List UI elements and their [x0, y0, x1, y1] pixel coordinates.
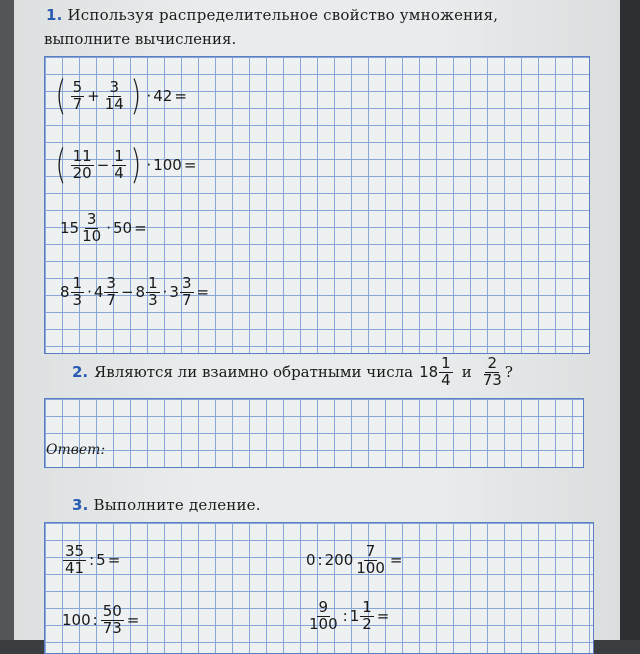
fraction-7-100: $\frac{7}{100}$	[356, 542, 385, 577]
task3-number: 3.	[72, 496, 89, 514]
task3-expression-c: 100 : $\frac{50}{73}$ =	[62, 602, 140, 637]
fraction-35-41: $\frac{35}{41}$	[65, 542, 85, 577]
book-spine-shadow	[0, 0, 14, 640]
task3-text: Выполните деление.	[93, 496, 261, 514]
task1-expression-c: 15 $\frac{3}{10}$ · 50 =	[60, 210, 147, 245]
task3-expression-d: $\frac{9}{100}$ : 1 $\frac{1}{2}$ =	[309, 598, 390, 633]
fraction-3-10: $\frac{3}{10}$	[82, 210, 102, 245]
task1-expression-a: ( $\frac{5}{7}$ + $\frac{3}{14}$ ) · 42 =	[55, 73, 187, 119]
task1-expression-b: ( $\frac{11}{20}$ − $\frac{1}{4}$ ) · 100 =	[55, 142, 197, 188]
fraction-1-2: $\frac{1}{2}$	[362, 598, 372, 633]
fraction-9-100: $\frac{9}{100}$	[309, 598, 338, 633]
task3-expression-a: $\frac{35}{41}$ : 5 =	[65, 542, 121, 577]
task2-number: 2.	[72, 363, 89, 382]
task1-number: 1.	[46, 6, 63, 24]
task1-expression-d: 8 $\frac{1}{3}$ · 4 $\frac{3}{7}$ − 8 $\frac{1}{3}$ · 3 $\frac{3}{7}$ =	[60, 274, 210, 309]
right-paren: )	[130, 142, 142, 188]
fraction-11-20: $\frac{11}{20}$	[72, 146, 92, 182]
task2-answer-label: Ответ:	[46, 442, 106, 458]
fraction-1-4: $\frac{1}{4}$	[114, 146, 124, 182]
fraction-1-4: $\frac{1}{4}$	[441, 354, 451, 389]
fraction-5-7: $\frac{5}{7}$	[72, 77, 83, 113]
task2-text: Являются ли взаимно обратными числа	[94, 363, 414, 382]
fraction-50-73: $\frac{50}{73}$	[102, 602, 122, 637]
task3-heading	[72, 496, 261, 514]
task2-heading: 2. Являются ли взаимно обратными числа 18 $\frac{1}{4}$ и $\frac{2}{73}$ ?	[72, 354, 513, 389]
left-paren: (	[55, 73, 67, 119]
task1-text-line2: выполните вычисления.	[44, 30, 237, 48]
fraction-2-73: $\frac{2}{73}$	[482, 354, 502, 389]
task1-heading	[46, 6, 498, 24]
task2-answer-grid[interactable]	[44, 398, 584, 468]
task1-text-line1: Используя распределительное свойство умножения,	[67, 6, 499, 24]
right-paren: )	[130, 73, 142, 119]
task3-expression-b: 0 : 200 $\frac{7}{100}$ =	[306, 542, 403, 577]
left-paren: (	[55, 142, 67, 188]
book-edge-shadow	[620, 0, 640, 640]
fraction-3-14: $\frac{3}{14}$	[104, 77, 124, 113]
